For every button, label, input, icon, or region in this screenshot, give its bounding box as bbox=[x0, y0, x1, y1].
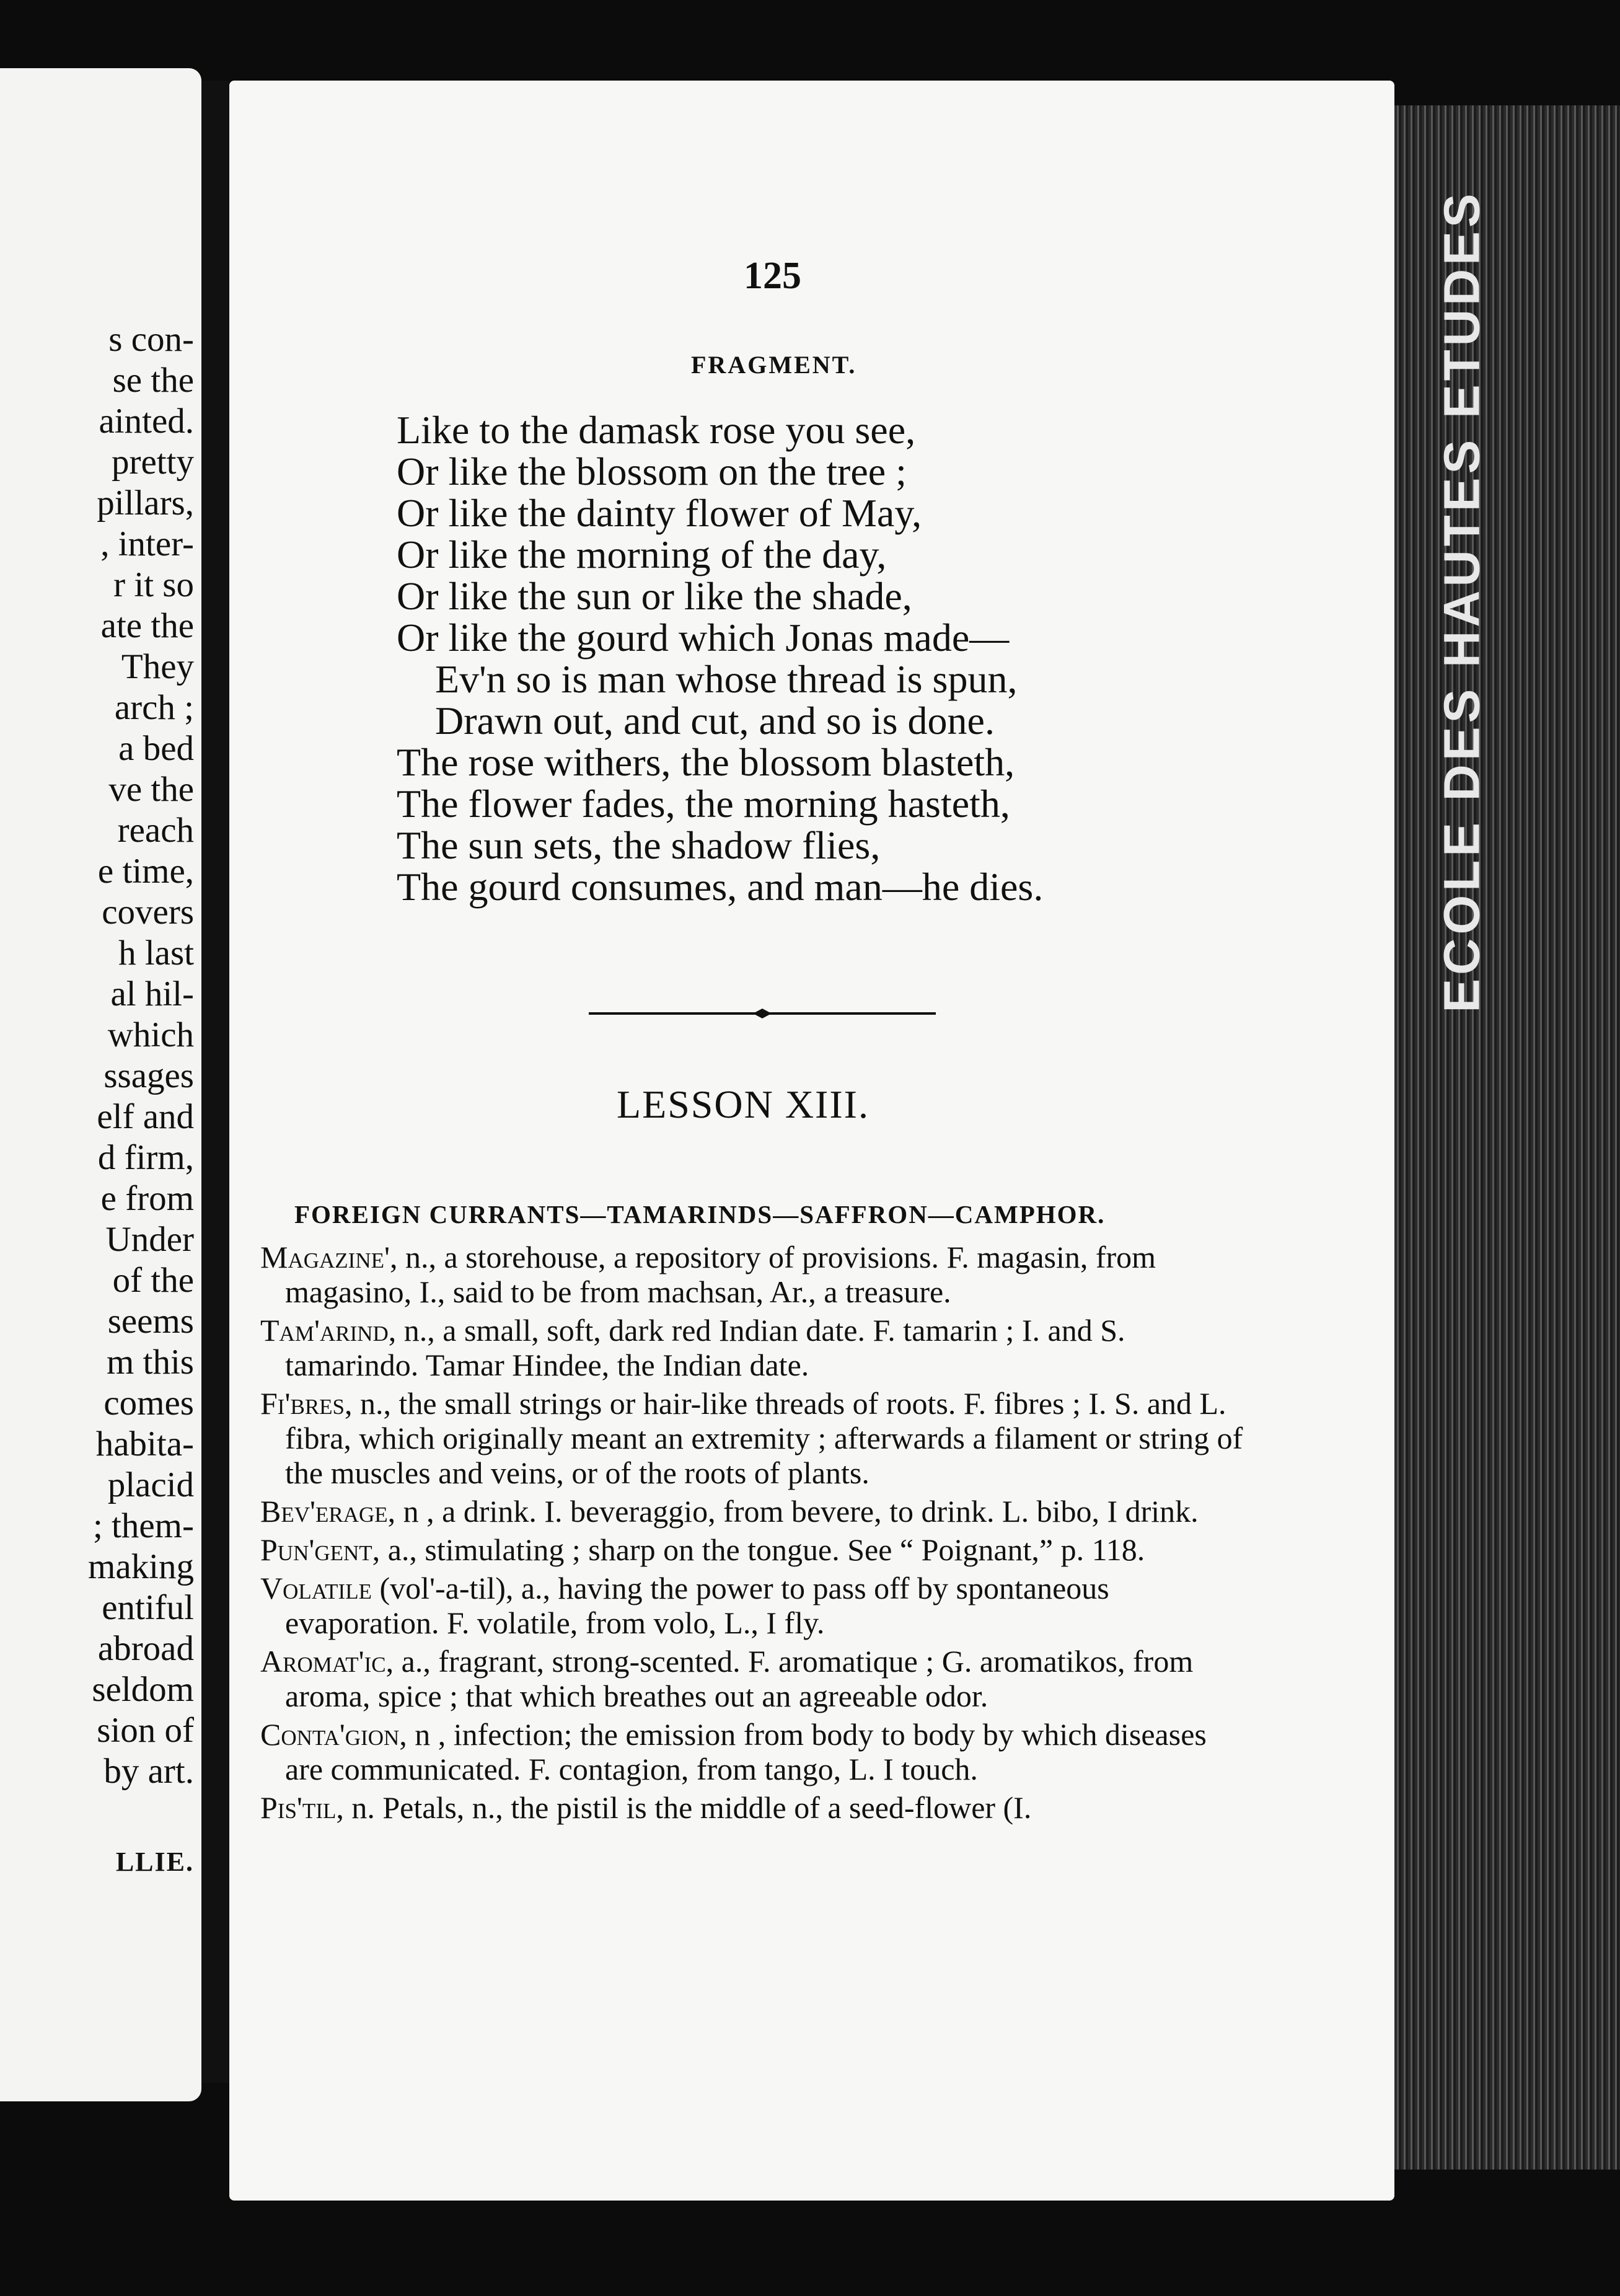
poem-line: The gourd consumes, and man—he dies. bbox=[397, 865, 1044, 909]
left-page-line: covers bbox=[102, 893, 194, 932]
entry-definition: a., fragrant, strong-scented. F. aromatique ; G. aromatikos, from aroma, spice ; that which breathes out an agreeable odor. bbox=[285, 1644, 1194, 1713]
vocabulary-entry bbox=[260, 1313, 1252, 1382]
entry-headword: Conta'gion, bbox=[260, 1717, 407, 1752]
vocabulary-entry bbox=[260, 1571, 1252, 1640]
entry-definition: n. Petals, n., the pistil is the middle of a seed-flower (I. bbox=[343, 1790, 1032, 1825]
entry-headword: Bev'erage, bbox=[260, 1494, 396, 1529]
left-page-line: elf and bbox=[97, 1097, 194, 1136]
left-page-line: placid bbox=[107, 1465, 194, 1504]
poem bbox=[397, 409, 1043, 907]
left-page-line: ve the bbox=[108, 770, 194, 809]
vocabulary-entry bbox=[260, 1790, 1252, 1825]
left-page-line: reach bbox=[117, 811, 194, 850]
left-page-line: a bed bbox=[118, 729, 194, 768]
entry-headword: Pis'til, bbox=[260, 1790, 344, 1825]
entry-headword: Volatile bbox=[260, 1571, 372, 1605]
left-page-line: ; them- bbox=[92, 1506, 194, 1545]
entry-headword: Aromat'ic, bbox=[260, 1644, 394, 1679]
poem-line: The flower fades, the morning hasteth, bbox=[397, 782, 1010, 826]
poem-line: Or like the blossom on the tree ; bbox=[397, 449, 907, 493]
left-page-line: h last bbox=[118, 934, 194, 973]
fragment-heading: FRAGMENT. bbox=[691, 351, 857, 379]
entry-definition: (vol'-a-til), a., having the power to pass off by spontaneous evaporation. F. volatile, from volo, L., I fly. bbox=[285, 1571, 1109, 1640]
poem-line: Or like the dainty flower of May, bbox=[397, 491, 922, 535]
entry-definition: n , a drink. I. beveraggio, from bevere, to drink. L. bibo, I drink. bbox=[395, 1494, 1199, 1529]
left-page-line: which bbox=[107, 1015, 194, 1054]
poem-line: Like to the damask rose you see, bbox=[397, 408, 916, 452]
entry-definition: n., the small strings or hair-like threads of roots. F. fibres ; I. S. and L. fibra, which originally meant an extremity ; afterwards a filament or string of the muscles and veins, or of the roots of plants. bbox=[285, 1386, 1243, 1490]
library-stamp-text: ECOLE DES HAUTES ETUDES bbox=[1434, 190, 1491, 1013]
left-page-line: seems bbox=[107, 1302, 194, 1341]
left-page-line: ainted. bbox=[99, 402, 194, 441]
entry-headword: Fi'bres, bbox=[260, 1386, 353, 1421]
left-page-line: e from bbox=[100, 1179, 194, 1218]
left-page-line: They bbox=[121, 647, 194, 686]
left-page-line: Under bbox=[105, 1220, 194, 1259]
page-edge bbox=[1394, 105, 1620, 2170]
vocabulary-list bbox=[260, 1240, 1252, 1829]
entry-definition: a., stimulating ; sharp on the tongue. See “ Poignant,” p. 118. bbox=[380, 1532, 1145, 1567]
left-page-line: comes bbox=[103, 1384, 194, 1423]
left-page-line: sion of bbox=[97, 1711, 194, 1750]
left-page-line: pillars, bbox=[97, 483, 194, 523]
vocabulary-entry bbox=[260, 1717, 1252, 1786]
current-page bbox=[229, 81, 1394, 2201]
entry-headword: Magazine', bbox=[260, 1240, 398, 1274]
vocabulary-entry bbox=[260, 1386, 1252, 1490]
poem-line: The sun sets, the shadow flies, bbox=[397, 823, 881, 867]
left-page-line: r it so bbox=[113, 565, 194, 604]
poem-line: Or like the gourd which Jonas made— bbox=[397, 616, 1010, 660]
left-page-line: m this bbox=[107, 1343, 194, 1382]
poem-line: The rose withers, the blossom blasteth, bbox=[397, 740, 1015, 784]
ornamental-rule bbox=[589, 1007, 936, 1020]
left-page-line: habita- bbox=[95, 1424, 194, 1464]
vocabulary-entry bbox=[260, 1494, 1252, 1529]
entry-headword: Tam'arind, bbox=[260, 1313, 397, 1348]
lesson-title: LESSON XIII. bbox=[617, 1082, 869, 1126]
left-page-line: seldom bbox=[92, 1670, 194, 1709]
left-page-line: abroad bbox=[97, 1629, 194, 1668]
left-page-line: making bbox=[88, 1547, 194, 1586]
left-page-line: al hil- bbox=[110, 974, 194, 1013]
vocabulary-entry bbox=[260, 1532, 1252, 1567]
library-stamp bbox=[1394, 105, 1531, 1097]
left-page-line: pretty bbox=[112, 443, 194, 482]
left-page-signature: LLIE. bbox=[115, 1847, 194, 1877]
lesson-subtitle: FOREIGN CURRANTS—TAMARINDS—SAFFRON—CAMPHOR. bbox=[294, 1200, 1106, 1229]
poem-line: Drawn out, and cut, and so is done. bbox=[435, 699, 995, 743]
left-page-line: d firm, bbox=[97, 1138, 194, 1177]
left-page-line: s con- bbox=[108, 320, 194, 359]
left-page-line: of the bbox=[112, 1261, 194, 1300]
entry-headword: Pun'gent, bbox=[260, 1532, 381, 1567]
left-page-line: by art. bbox=[103, 1752, 194, 1791]
left-page-line: ate the bbox=[100, 606, 194, 645]
book-gutter bbox=[201, 81, 229, 2083]
poem-line: Or like the morning of the day, bbox=[397, 532, 887, 576]
left-page-line: e time, bbox=[97, 852, 194, 891]
entry-definition: n., a storehouse, a repository of provisions. F. magasin, from magasino, I., said to be from machsan, Ar., a treasure. bbox=[285, 1240, 1156, 1309]
poem-line: Ev'n so is man whose thread is spun, bbox=[435, 657, 1018, 701]
left-page-line: entiful bbox=[102, 1588, 194, 1627]
page-number: 125 bbox=[744, 255, 801, 297]
previous-page bbox=[0, 68, 201, 2101]
entry-definition: n , infection; the emission from body to body by which diseases are communicated. F. contagion, from tango, L. I touch. bbox=[285, 1717, 1207, 1786]
left-page-line: ssages bbox=[103, 1056, 194, 1095]
vocabulary-entry bbox=[260, 1240, 1252, 1309]
vocabulary-entry bbox=[260, 1644, 1252, 1713]
poem-line: Or like the sun or like the shade, bbox=[397, 574, 912, 618]
left-page-line: arch ; bbox=[114, 688, 194, 727]
entry-definition: n., a small, soft, dark red Indian date. F. tamarin ; I. and S. tamarindo. Tamar Hindee, the Indian date. bbox=[285, 1313, 1125, 1382]
left-page-line: se the bbox=[112, 361, 194, 400]
left-page-line: , inter- bbox=[100, 524, 194, 563]
